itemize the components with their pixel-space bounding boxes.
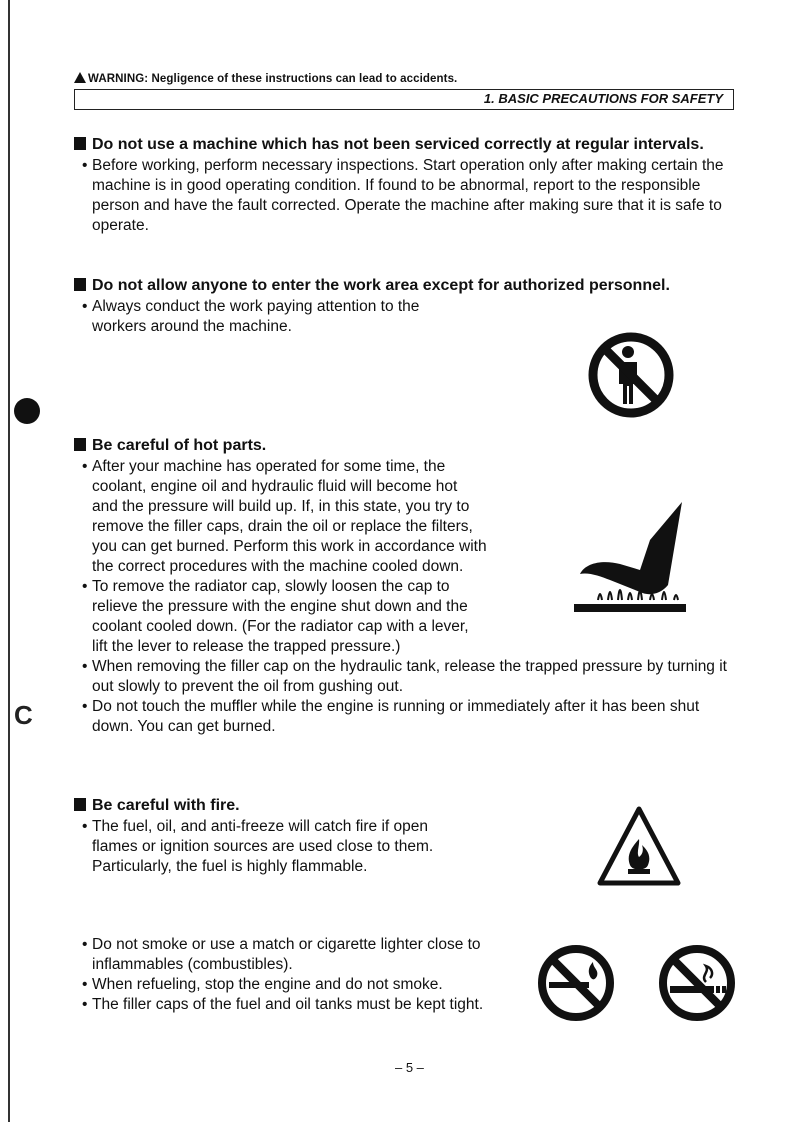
no-open-flame-icon — [535, 942, 617, 1024]
punch-hole — [14, 398, 40, 424]
list-item: • The fuel, oil, and anti-freeze will catch fire if open flames or ignition sources are used close to them. Particularly, the fuel is highly flammable. — [74, 817, 464, 877]
heading-text: Be careful of hot parts. — [92, 437, 267, 454]
section-heading — [74, 795, 494, 817]
warning-header — [74, 72, 457, 85]
section-heading — [74, 134, 734, 156]
list-item: • Always conduct the work paying attention to the workers around the machine. — [74, 297, 454, 337]
list-item: • The filler caps of the fuel and oil tanks must be kept tight. — [74, 995, 489, 1015]
bullet-list — [74, 156, 724, 236]
list-item: • When removing the filler cap on the hydraulic tank, release the trapped pressure by turning it out slowly to prevent the oil from gushing out. — [74, 657, 742, 697]
bullet-list — [74, 817, 464, 877]
binding-line — [8, 0, 10, 1122]
square-bullet-icon — [74, 798, 86, 811]
no-smoking-icon — [656, 942, 738, 1024]
bullet-list — [74, 297, 454, 337]
section-maintenance — [74, 134, 734, 236]
section-heading — [74, 435, 744, 457]
bullet-list — [74, 935, 489, 1015]
list-item: • After your machine has operated for some time, the coolant, engine oil and hydraulic fluid will become hot and the pressure will build up. If, in this state, you try to remove the filler caps, drain the oil or replace the filters, you can get burned. Perform this work in accordance with the correct procedures with the machine cooled down. — [74, 457, 487, 577]
warning-triangle-icon — [74, 72, 86, 83]
no-entry-person-icon — [586, 330, 676, 420]
list-item: • Do not touch the muffler while the engine is running or immediately after it has been shut down. You can get burned. — [74, 697, 742, 737]
section-work-area — [74, 275, 734, 337]
hot-surface-hand-icon — [570, 500, 690, 620]
heading-text: Be careful with fire. — [92, 797, 240, 814]
list-item: • When refueling, stop the engine and do not smoke. — [74, 975, 489, 995]
square-bullet-icon — [74, 137, 86, 150]
section-heading — [74, 275, 734, 297]
heading-text: Do not allow anyone to enter the work area except for authorized personnel. — [92, 277, 670, 294]
section-bar — [74, 89, 734, 110]
square-bullet-icon — [74, 278, 86, 291]
list-item: • Before working, perform necessary inspections. Start operation only after making certain the machine is in good operating condition. If found to be abnormal, report to the responsible person and have the fault corrected. Operate the machine after making sure that it is safe to operate. — [74, 156, 724, 236]
binder-mark: C — [14, 700, 33, 730]
flammable-warning-icon — [596, 805, 682, 887]
list-item: • Do not smoke or use a match or cigarette lighter close to inflammables (combustibles). — [74, 935, 489, 975]
section-title: 1. BASIC PRECAUTIONS FOR SAFETY — [483, 91, 723, 106]
square-bullet-icon — [74, 438, 86, 451]
section-fire-continued — [74, 935, 494, 1015]
list-item: • To remove the radiator cap, slowly loosen the cap to relieve the pressure with the engine shut down and the coolant cooled down. (For the radiator cap with a lever, lift the lever to release the trapped pressure.) — [74, 577, 487, 657]
heading-text: Do not use a machine which has not been serviced correctly at regular intervals. — [92, 136, 704, 153]
page-number: – 5 – — [395, 1060, 424, 1075]
warning-text: WARNING: Negligence of these instructions can lead to accidents. — [88, 73, 458, 85]
section-fire — [74, 795, 494, 877]
